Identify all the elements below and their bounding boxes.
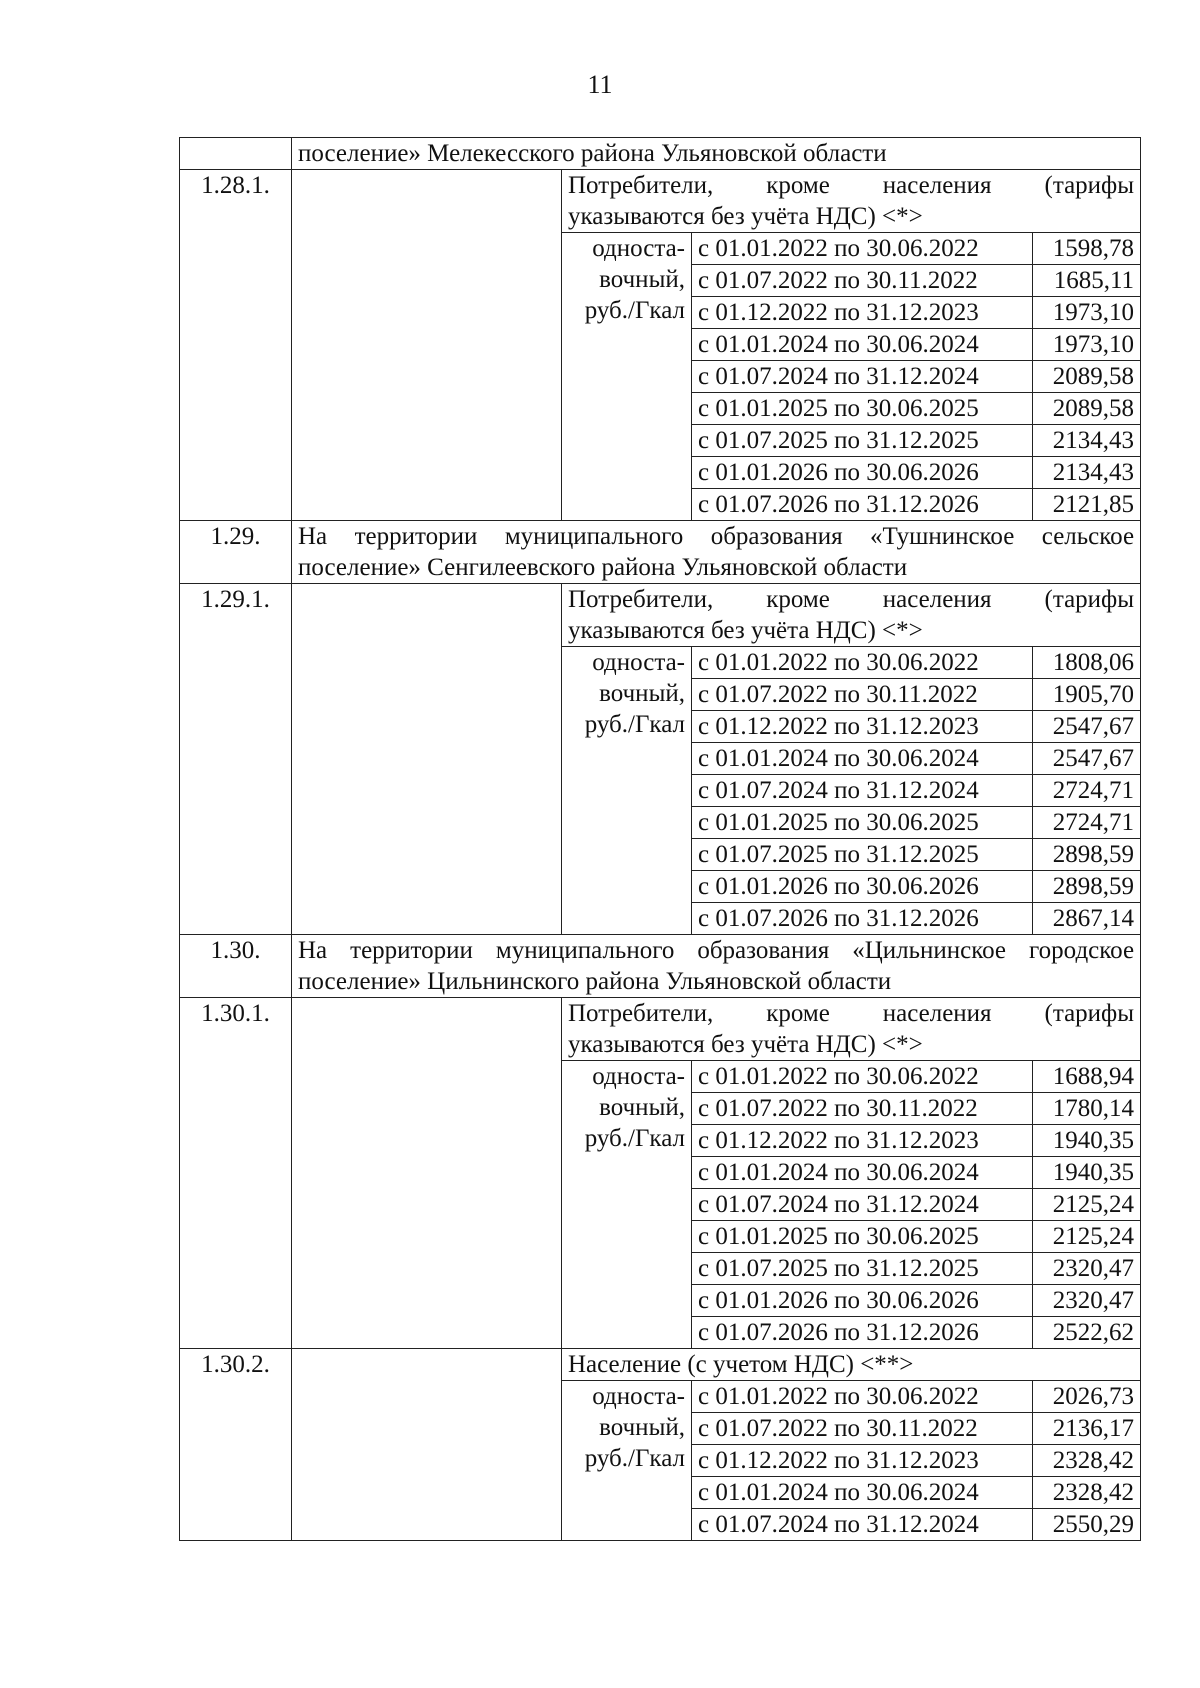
tariff-table — [179, 137, 1141, 1541]
tariff-period: с 01.07.2026 по 31.12.2026 — [692, 903, 1033, 935]
tariff-value: 2089,58 — [1033, 361, 1141, 393]
tariff-period: с 01.01.2026 по 30.06.2026 — [692, 1285, 1033, 1317]
tariff-period: с 01.01.2025 по 30.06.2025 — [692, 1221, 1033, 1253]
tariff-value: 2547,67 — [1033, 711, 1141, 743]
tariff-value: 2134,43 — [1033, 425, 1141, 457]
tariff-period: с 01.01.2022 по 30.06.2022 — [692, 647, 1033, 679]
consumer-row — [180, 170, 1141, 233]
consumer-row — [180, 998, 1141, 1061]
consumer-category: Население (с учетом НДС) <**> — [562, 1349, 1141, 1381]
section-title: На территории муниципального образования «Тушнинское сельское поселение» Сенгилеевского района Ульяновской области — [292, 521, 1141, 584]
tariff-period: с 01.07.2022 по 30.11.2022 — [692, 679, 1033, 711]
tariff-value: 1808,06 — [1033, 647, 1141, 679]
tariff-value: 2125,24 — [1033, 1221, 1141, 1253]
row-number — [180, 138, 292, 170]
consumer-row — [180, 1349, 1141, 1381]
tariff-period: с 01.07.2026 по 31.12.2026 — [692, 489, 1033, 521]
tariff-value: 2867,14 — [1033, 903, 1141, 935]
tariff-value: 2134,43 — [1033, 457, 1141, 489]
row-number: 1.29.1. — [180, 584, 292, 935]
empty-cell — [292, 1349, 562, 1541]
row-number: 1.29. — [180, 521, 292, 584]
tariff-period: с 01.01.2026 по 30.06.2026 — [692, 871, 1033, 903]
tariff-value: 1905,70 — [1033, 679, 1141, 711]
consumer-category: Потребители, кроме населения (тарифы указываются без учёта НДС) <*> — [562, 584, 1141, 647]
consumer-category: Потребители, кроме населения (тарифы указываются без учёта НДС) <*> — [562, 170, 1141, 233]
tariff-period: с 01.01.2022 по 30.06.2022 — [692, 1381, 1033, 1413]
tariff-period: с 01.12.2022 по 31.12.2023 — [692, 1445, 1033, 1477]
consumer-row — [180, 584, 1141, 647]
tariff-value: 2125,24 — [1033, 1189, 1141, 1221]
tariff-value: 2089,58 — [1033, 393, 1141, 425]
section-row — [180, 521, 1141, 584]
section-title: поселение» Мелекесского района Ульяновской области — [292, 138, 1141, 170]
tariff-period: с 01.07.2026 по 31.12.2026 — [692, 1317, 1033, 1349]
section-row — [180, 138, 1141, 170]
tariff-period: с 01.07.2025 по 31.12.2025 — [692, 425, 1033, 457]
tariff-value: 2898,59 — [1033, 871, 1141, 903]
tariff-unit: односта-вочный, руб./Гкал — [562, 1381, 692, 1541]
tariff-period: с 01.01.2025 по 30.06.2025 — [692, 393, 1033, 425]
tariff-period: с 01.01.2024 по 30.06.2024 — [692, 743, 1033, 775]
tariff-period: с 01.01.2024 по 30.06.2024 — [692, 1157, 1033, 1189]
tariff-period: с 01.07.2024 по 31.12.2024 — [692, 775, 1033, 807]
tariff-value: 1598,78 — [1033, 233, 1141, 265]
tariff-value: 1973,10 — [1033, 329, 1141, 361]
tariff-value: 2328,42 — [1033, 1477, 1141, 1509]
tariff-period: с 01.07.2024 по 31.12.2024 — [692, 1189, 1033, 1221]
tariff-period: с 01.07.2022 по 30.11.2022 — [692, 265, 1033, 297]
empty-cell — [292, 998, 562, 1349]
tariff-period: с 01.07.2025 по 31.12.2025 — [692, 1253, 1033, 1285]
tariff-value: 2724,71 — [1033, 775, 1141, 807]
empty-cell — [292, 170, 562, 521]
empty-cell — [292, 584, 562, 935]
tariff-period: с 01.12.2022 по 31.12.2023 — [692, 711, 1033, 743]
tariff-period: с 01.07.2024 по 31.12.2024 — [692, 361, 1033, 393]
tariff-value: 2898,59 — [1033, 839, 1141, 871]
section-title: На территории муниципального образования «Цильнинское городское поселение» Цильнинского района Ульяновской области — [292, 935, 1141, 998]
tariff-value: 2121,85 — [1033, 489, 1141, 521]
tariff-value: 1973,10 — [1033, 297, 1141, 329]
tariff-period: с 01.12.2022 по 31.12.2023 — [692, 297, 1033, 329]
tariff-value: 2724,71 — [1033, 807, 1141, 839]
tariff-value: 2522,62 — [1033, 1317, 1141, 1349]
tariff-value: 1940,35 — [1033, 1157, 1141, 1189]
tariff-period: с 01.07.2022 по 30.11.2022 — [692, 1413, 1033, 1445]
tariff-period: с 01.07.2022 по 30.11.2022 — [692, 1093, 1033, 1125]
tariff-value: 2328,42 — [1033, 1445, 1141, 1477]
tariff-period: с 01.01.2024 по 30.06.2024 — [692, 329, 1033, 361]
tariff-value: 2547,67 — [1033, 743, 1141, 775]
tariff-period: с 01.01.2022 по 30.06.2022 — [692, 1061, 1033, 1093]
row-number: 1.28.1. — [180, 170, 292, 521]
tariff-period: с 01.12.2022 по 31.12.2023 — [692, 1125, 1033, 1157]
tariff-period: с 01.01.2022 по 30.06.2022 — [692, 233, 1033, 265]
consumer-category: Потребители, кроме населения (тарифы указываются без учёта НДС) <*> — [562, 998, 1141, 1061]
tariff-value: 1688,94 — [1033, 1061, 1141, 1093]
tariff-period: с 01.01.2024 по 30.06.2024 — [692, 1477, 1033, 1509]
tariff-period: с 01.07.2024 по 31.12.2024 — [692, 1509, 1033, 1541]
tariff-period: с 01.01.2025 по 30.06.2025 — [692, 807, 1033, 839]
tariff-value: 1780,14 — [1033, 1093, 1141, 1125]
tariff-value: 2550,29 — [1033, 1509, 1141, 1541]
tariff-period: с 01.01.2026 по 30.06.2026 — [692, 457, 1033, 489]
tariff-unit: односта-вочный, руб./Гкал — [562, 233, 692, 521]
tariff-value: 2320,47 — [1033, 1253, 1141, 1285]
page-number: 11 — [587, 70, 613, 99]
row-number: 1.30.1. — [180, 998, 292, 1349]
section-row — [180, 935, 1141, 998]
tariff-value: 1940,35 — [1033, 1125, 1141, 1157]
tariff-value: 2136,17 — [1033, 1413, 1141, 1445]
row-number: 1.30. — [180, 935, 292, 998]
row-number: 1.30.2. — [180, 1349, 292, 1541]
tariff-value: 1685,11 — [1033, 265, 1141, 297]
tariff-value: 2026,73 — [1033, 1381, 1141, 1413]
tariff-value: 2320,47 — [1033, 1285, 1141, 1317]
tariff-unit: односта-вочный, руб./Гкал — [562, 1061, 692, 1349]
tariff-period: с 01.07.2025 по 31.12.2025 — [692, 839, 1033, 871]
tariff-unit: односта-вочный, руб./Гкал — [562, 647, 692, 935]
